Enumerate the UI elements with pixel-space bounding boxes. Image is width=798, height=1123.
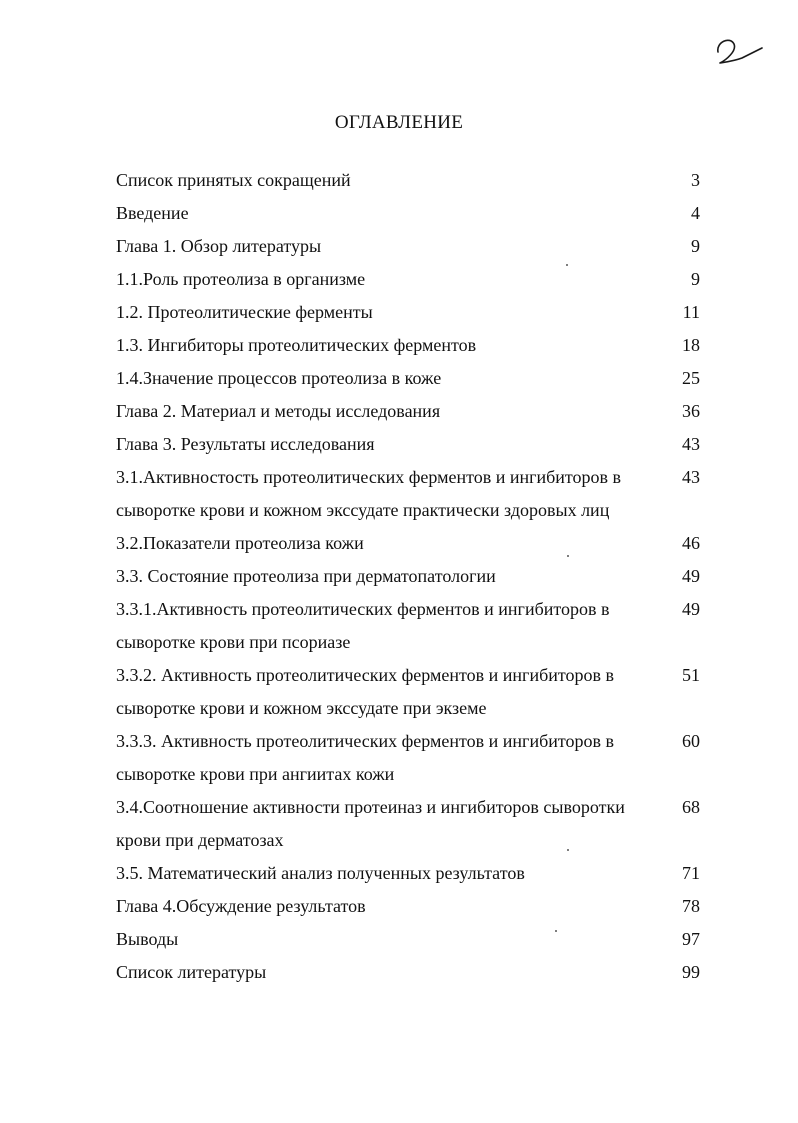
toc-entry-page: 99 <box>682 962 700 982</box>
toc-entry <box>116 560 702 593</box>
toc-entry-title: 3.4.Соотношение активности протеиназ и ингибиторов сыворотки крови при дерматозах <box>116 797 625 850</box>
toc-entry-title: Глава 1. Обзор литературы <box>116 236 322 256</box>
toc-entry-page: 25 <box>682 368 700 388</box>
toc-entry-title: 1.3. Ингибиторы протеолитических ферментов <box>116 335 477 355</box>
toc-entry <box>116 461 702 527</box>
toc-entry-page: 3 <box>691 170 700 190</box>
toc-entry-page: 60 <box>682 731 700 751</box>
toc-entry-page: 68 <box>682 797 700 817</box>
toc-entry <box>116 791 702 857</box>
toc-entry <box>116 296 702 329</box>
toc-entry-page: 46 <box>682 533 700 553</box>
toc-entry-title: 1.1.Роль протеолиза в организме <box>116 269 366 289</box>
scan-speck <box>555 930 557 932</box>
toc-entry <box>116 197 702 230</box>
toc-entry <box>116 263 702 296</box>
toc-entry-title: 1.2. Протеолитические ферменты <box>116 302 373 322</box>
toc-entry <box>116 329 702 362</box>
toc-entry <box>116 725 702 791</box>
toc-entry-title: 3.3. Состояние протеолиза при дерматопатологии <box>116 566 496 586</box>
toc-entry <box>116 527 702 560</box>
scan-speck <box>567 555 569 557</box>
toc-entry <box>116 923 702 956</box>
toc-list <box>116 164 702 989</box>
toc-entry-page: 9 <box>691 236 700 256</box>
toc-entry <box>116 164 702 197</box>
toc-entry <box>116 593 702 659</box>
toc-entry <box>116 362 702 395</box>
toc-entry-page: 9 <box>691 269 700 289</box>
toc-entry-title: Глава 2. Материал и методы исследования <box>116 401 441 421</box>
toc-entry <box>116 230 702 263</box>
toc-entry-page: 97 <box>682 929 700 949</box>
toc-entry-page: 43 <box>682 467 700 487</box>
toc-entry-title: Глава 3. Результаты исследования <box>116 434 375 454</box>
toc-entry-title: 3.5. Математический анализ полученных результатов <box>116 863 525 883</box>
toc-entry-page: 36 <box>682 401 700 421</box>
toc-entry-title: 3.3.1.Активность протеолитических ферментов и ингибиторов в сыворотке крови при псориазе <box>116 599 610 652</box>
handwritten-page-number <box>712 32 768 72</box>
toc-entry <box>116 659 702 725</box>
toc-title: ОГЛАВЛЕНИЕ <box>334 112 464 133</box>
toc-entry-title: 3.3.3. Активность протеолитических ферментов и ингибиторов в сыворотке крови при ангиитах кожи <box>116 731 614 784</box>
toc-entry-title: Список принятых сокращений <box>116 170 351 190</box>
toc-entry-title: Список литературы <box>116 962 267 982</box>
toc-entry-page: 49 <box>682 599 700 619</box>
toc-entry-title: 3.2.Показатели протеолиза кожи <box>116 533 364 553</box>
toc-entry <box>116 857 702 890</box>
toc-entry-page: 18 <box>682 335 700 355</box>
toc-entry-title: 3.1.Активностость протеолитических ферментов и ингибиторов в сыворотке крови и кожном экссудате практически здоровых лиц <box>116 467 622 520</box>
scan-speck <box>567 849 569 851</box>
toc-entry <box>116 395 702 428</box>
handwritten-page-number-glyph <box>712 32 768 72</box>
toc-entry-page: 11 <box>682 302 700 322</box>
toc-entry <box>116 956 702 989</box>
toc-entry-page: 71 <box>682 863 700 883</box>
toc-entry-title: Глава 4.Обсуждение результатов <box>116 896 366 916</box>
toc-entry-title: Введение <box>116 203 189 223</box>
scan-speck <box>566 264 568 266</box>
toc-entry <box>116 428 702 461</box>
toc-entry-page: 78 <box>682 896 700 916</box>
toc-entry-title: 3.3.2. Активность протеолитических ферментов и ингибиторов в сыворотке крови и кожном экссудате при экземе <box>116 665 614 718</box>
toc-entry-page: 51 <box>682 665 700 685</box>
toc-entry-title: 1.4.Значение процессов протеолиза в коже <box>116 368 442 388</box>
toc-entry-title: Выводы <box>116 929 179 949</box>
toc-entry-page: 49 <box>682 566 700 586</box>
toc-entry-page: 43 <box>682 434 700 454</box>
toc-entry <box>116 890 702 923</box>
toc-entry-page: 4 <box>691 203 700 223</box>
